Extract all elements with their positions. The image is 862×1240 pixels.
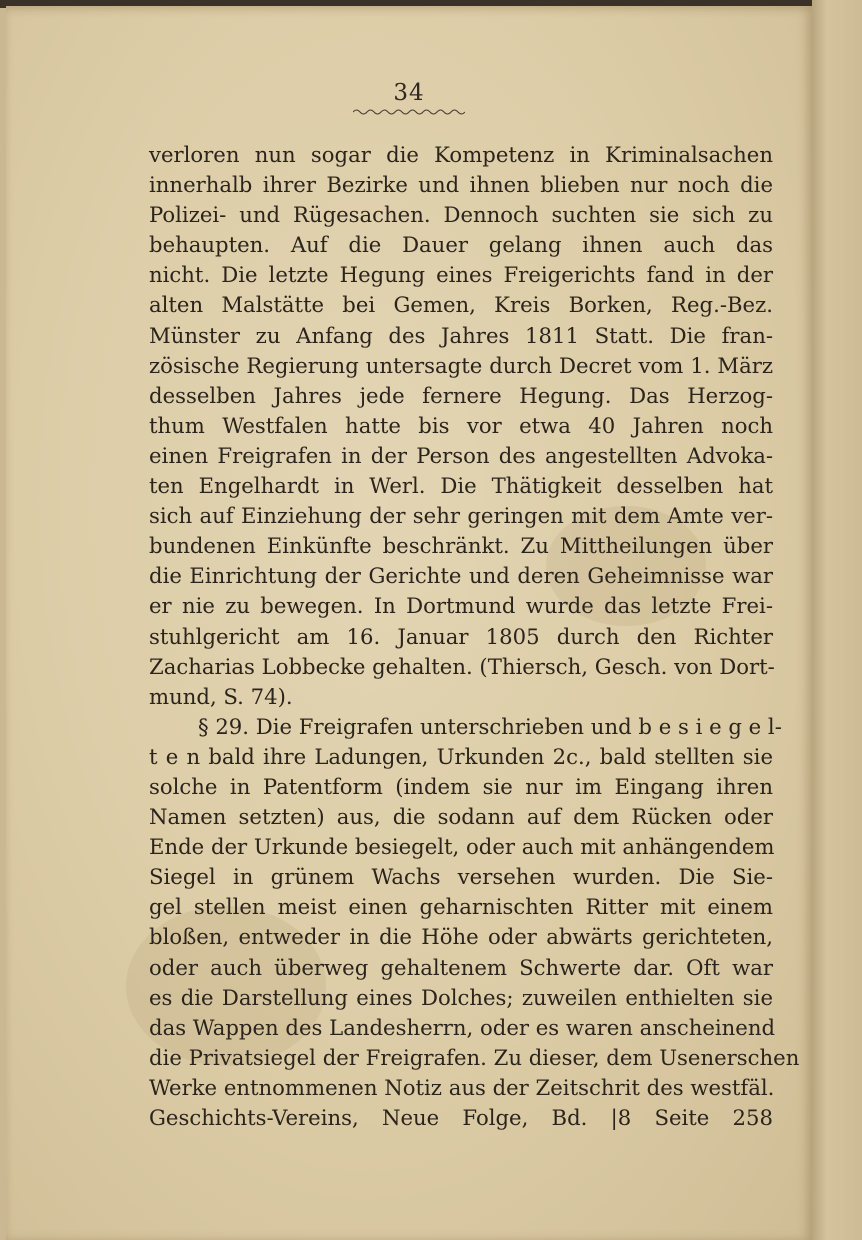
- text-line: zösische Regierung untersagte durch Decret vom 1. März: [149, 352, 773, 378]
- text-line: Siegel in grünem Wachs versehen wurden. Die Sie-: [149, 864, 773, 890]
- text-line: gel stellen meist einen geharnischten Ritter mit einem: [149, 894, 773, 920]
- text-line: Zacharias Lobbecke gehalten. (Thiersch, Gesch. von Dort-: [149, 653, 775, 679]
- text-line: behaupten. Auf die Dauer gelang ihnen auch das: [149, 232, 773, 258]
- text-line: t e n bald ihre Ladungen, Urkunden 2c., bald stellten sie: [149, 743, 773, 769]
- text-line: sich auf Einziehung der sehr geringen mit dem Amte ver-: [149, 503, 773, 529]
- text-line: nicht. Die letzte Hegung eines Freigerichts fand in der: [149, 262, 773, 288]
- text-line: desselben Jahres jede fernere Hegung. Das Herzog-: [149, 382, 773, 408]
- text-line: alten Malstätte bei Gemen, Kreis Borken, Reg.-Bez.: [149, 292, 773, 318]
- facing-page-edge: [812, 0, 862, 1240]
- text-line: die Privatsiegel der Freigrafen. Zu dieser, dem Usenerschen: [149, 1044, 800, 1070]
- text-line: stuhlgericht am 16. Januar 1805 durch den Richter: [149, 623, 773, 649]
- text-line: bloßen, entweder in die Höhe oder abwärts gerichteten,: [149, 924, 773, 950]
- text-line: Ende der Urkunde besiegelt, oder auch mit anhängendem: [149, 834, 775, 860]
- text-line: ten Engelhardt in Werl. Die Thätigkeit desselben hat: [149, 473, 773, 499]
- text-line: Namen setzten) aus, die sodann auf dem Rücken oder: [149, 804, 773, 830]
- text-line: die Einrichtung der Gerichte und deren Geheimnisse war: [149, 563, 773, 589]
- text-line: das Wappen des Landesherrn, oder es waren anscheinend: [149, 1014, 776, 1040]
- text-line: innerhalb ihrer Bezirke und ihnen blieben nur noch die: [149, 172, 773, 198]
- text-line: solche in Patentform (indem sie nur im Eingang ihren: [149, 773, 773, 799]
- text-line: oder auch überweg gehaltenem Schwerte dar. Oft war: [149, 954, 773, 980]
- text-line: bundenen Einkünfte beschränkt. Zu Mittheilungen über: [149, 533, 773, 559]
- text-line: thum Westfalen hatte bis vor etwa 40 Jahren noch: [149, 412, 773, 438]
- page-header: [6, 80, 812, 116]
- paragraph-start-line: § 29. Die Freigrafen unterschrieben und b e s i e g e l-: [198, 713, 782, 739]
- page-number: 34: [393, 80, 425, 106]
- text-line: Münster zu Anfang des Jahres 1811 Statt. Die fran-: [149, 322, 773, 348]
- body-text: [149, 140, 800, 1133]
- text-line: einen Freigrafen in der Person des angestellten Advoka-: [149, 442, 773, 468]
- text-line: Polizei- und Rügesachen. Dennoch suchten sie sich zu: [149, 202, 773, 228]
- text-line: mund, S. 74).: [149, 683, 293, 709]
- text-line: Werke entnommenen Notiz aus der Zeitschrit des westfäl.: [149, 1074, 775, 1100]
- text-line: verloren nun sogar die Kompetenz in Kriminalsachen: [149, 142, 773, 167]
- book-page: [6, 6, 812, 1240]
- text-line: Geschichts-Vereins, Neue Folge, Bd. |8 Seite 258: [149, 1105, 773, 1130]
- text-line: er nie zu bewegen. In Dortmund wurde das letzte Frei-: [149, 593, 773, 619]
- wavy-rule-ornament: [353, 108, 465, 116]
- text-line: es die Darstellung eines Dolches; zuweilen enthielten sie: [149, 984, 773, 1010]
